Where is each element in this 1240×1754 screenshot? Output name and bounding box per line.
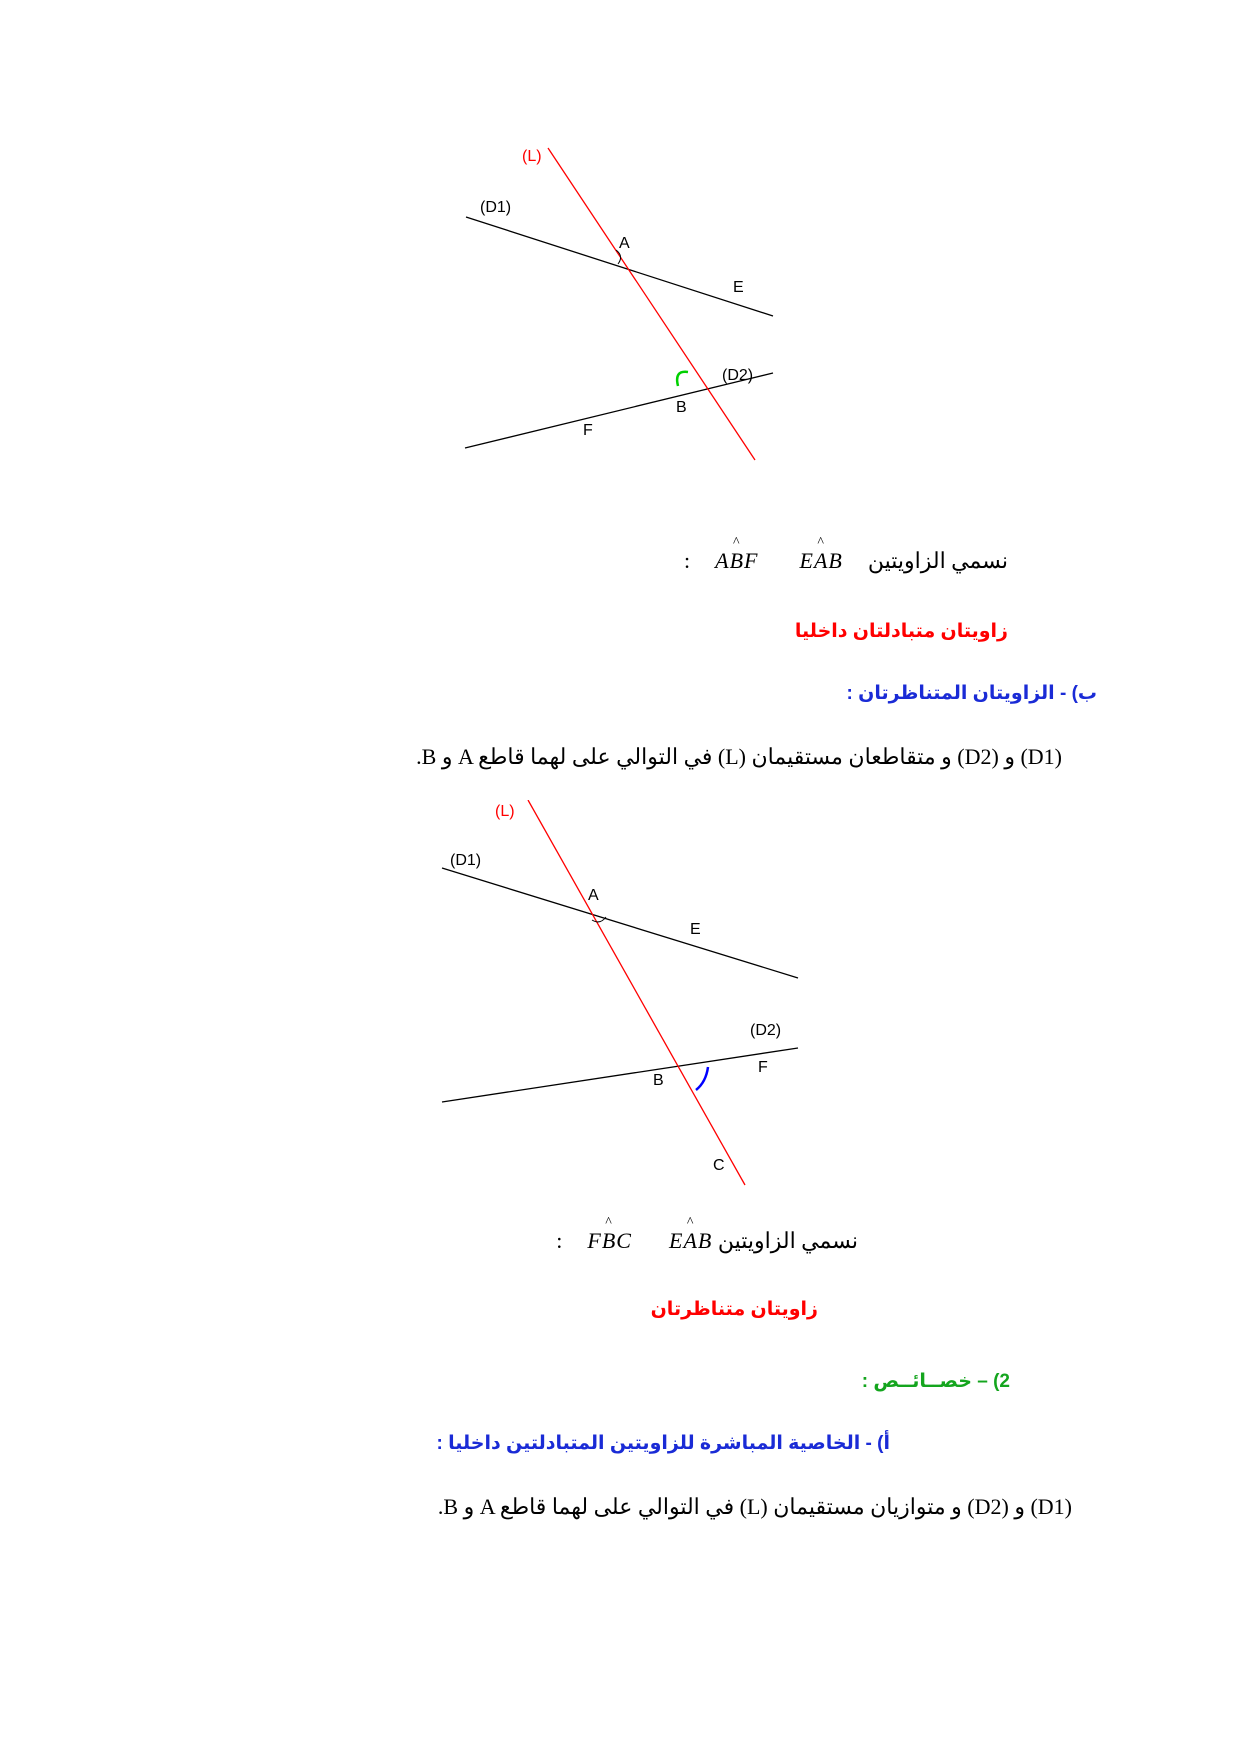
label-a: A	[588, 887, 599, 904]
caption-text: نسمي الزاويتين	[717, 1228, 858, 1253]
angle-eab: E^ AB	[799, 548, 842, 573]
label-l: (L)	[522, 148, 542, 165]
caption-alternate-angles	[684, 548, 1008, 574]
line-l	[528, 800, 745, 1185]
caption-text: نسمي الزاويتين	[867, 548, 1008, 573]
label-d1: (D1)	[480, 199, 512, 216]
caption-colon: :	[684, 548, 691, 573]
label-f: F	[758, 1059, 768, 1076]
label-c: C	[713, 1157, 725, 1174]
line-l	[548, 148, 755, 460]
angle-arc-b	[677, 372, 688, 386]
caption-corresponding-angles	[556, 1228, 858, 1254]
label-a: A	[619, 235, 630, 252]
label-f: F	[583, 422, 593, 439]
label-l: (L)	[495, 803, 515, 820]
angle-eab: E^ AB	[669, 1228, 712, 1253]
figure-alternate-interior-angles	[440, 140, 800, 480]
heading-properties: 2) – خصــائــص :	[861, 1371, 1010, 1392]
label-e: E	[690, 921, 701, 938]
line-d1	[442, 868, 798, 978]
label-b: B	[676, 399, 687, 416]
line-d2	[442, 1048, 798, 1102]
result-alternate-interior: زاويتان متبادلتان داخليا	[794, 621, 1008, 642]
statement-parallel-lines: .B و A في التوالي على لهما قاطع (L) و متوازيان مستقيمان (D2) و (D1)	[437, 1494, 1072, 1519]
result-corresponding: زاويتان متناظرتان	[650, 1299, 818, 1320]
heading-direct-property: أ) - الخاصية المباشرة للزاويتين المتبادلتين داخليا :	[436, 1433, 890, 1454]
label-d2: (D2)	[722, 367, 754, 384]
label-d2: (D2)	[750, 1022, 782, 1039]
caption-colon: :	[556, 1228, 563, 1253]
heading-corresponding-angles: ب) - الزاويتان المتناظرتان :	[846, 683, 1097, 704]
label-e: E	[733, 279, 744, 296]
statement-intersecting-lines: .B و A في التوالي على لهما قاطع (L) و متقاطعان مستقيمان (D2) و (D1)	[416, 744, 1062, 769]
angle-fbc: F^ BC	[587, 1228, 632, 1253]
label-d1: (D1)	[450, 852, 482, 869]
figure-corresponding-angles	[420, 800, 820, 1200]
line-d2	[465, 373, 773, 448]
angle-abf: A^ BF	[715, 548, 758, 573]
label-b: B	[653, 1072, 664, 1089]
angle-arc-b	[696, 1067, 708, 1090]
line-d1	[466, 217, 773, 316]
